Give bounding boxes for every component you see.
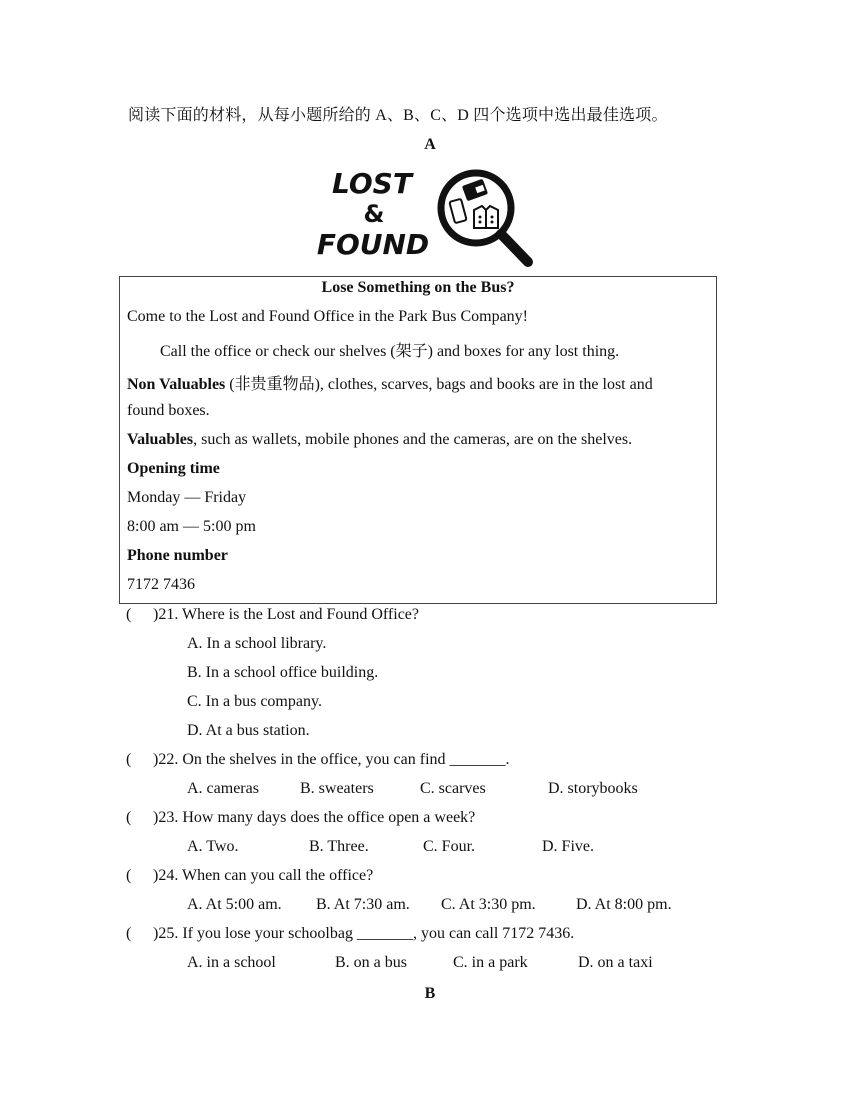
question-24-paren: ( bbox=[126, 867, 132, 884]
question-24: )24. When can you call the office? bbox=[153, 867, 374, 884]
notice-box bbox=[119, 276, 717, 604]
question-23-paren: ( bbox=[126, 809, 132, 826]
notice-line-1: Come to the Lost and Found Office in the Park Bus Company! bbox=[127, 308, 528, 325]
lost-and-found-logo bbox=[314, 162, 536, 270]
logo-word-found: FOUND bbox=[316, 228, 430, 261]
question-21-paren: ( bbox=[126, 606, 132, 623]
question-23-option-a[interactable]: A. Two. bbox=[187, 838, 239, 855]
opening-time-label: Opening time bbox=[127, 460, 220, 477]
nonvaluables-label: Non Valuables bbox=[127, 376, 226, 393]
logo-word-lost: LOST bbox=[332, 167, 412, 200]
lost-found-logo-graphic bbox=[314, 162, 536, 270]
question-22: )22. On the shelves in the office, you can find _______. bbox=[153, 751, 510, 768]
question-21-option-c[interactable]: C. In a bus company. bbox=[187, 693, 322, 710]
phone-icon bbox=[449, 199, 466, 223]
question-23-option-b[interactable]: B. Three. bbox=[309, 838, 369, 855]
instruction-text: 阅读下面的材料，从每小题所给的 A、B、C、D 四个选项中选出最佳选项。 bbox=[128, 107, 668, 124]
question-22-paren: ( bbox=[126, 751, 132, 768]
magnifier-icon bbox=[441, 173, 528, 262]
notice-nonvaluables bbox=[127, 371, 653, 394]
notice-valuables bbox=[127, 431, 632, 449]
question-25-option-a[interactable]: A. in a school bbox=[187, 954, 276, 971]
phone-number-label: Phone number bbox=[127, 547, 228, 564]
question-21-option-d[interactable]: D. At a bus station. bbox=[187, 722, 310, 739]
question-23-option-d[interactable]: D. Five. bbox=[542, 838, 594, 855]
question-21-option-a[interactable]: A. In a school library. bbox=[187, 635, 327, 652]
question-24-option-d[interactable]: D. At 8:00 pm. bbox=[576, 896, 672, 913]
nonvaluables-text: (非贵重物品), clothes, scarves, bags and books are in the lost and bbox=[225, 376, 653, 393]
notice-nonvaluables-cont: found boxes. bbox=[127, 402, 210, 419]
question-25: )25. If you lose your schoolbag _______, you can call 7172 7436. bbox=[153, 925, 575, 942]
question-25-option-b[interactable]: B. on a bus bbox=[335, 954, 407, 971]
section-b-label: B bbox=[424, 985, 436, 1002]
question-24-option-c[interactable]: C. At 3:30 pm. bbox=[441, 896, 536, 913]
question-22-option-a[interactable]: A. cameras bbox=[187, 780, 259, 797]
question-24-option-a[interactable]: A. At 5:00 am. bbox=[187, 896, 282, 913]
valuables-label: Valuables bbox=[127, 431, 194, 448]
question-22-option-b[interactable]: B. sweaters bbox=[300, 780, 374, 797]
wallet-icon bbox=[462, 179, 488, 202]
phone-number: 7172 7436 bbox=[127, 576, 195, 593]
logo-ampersand: & bbox=[363, 200, 385, 228]
opening-hours: 8:00 am — 5:00 pm bbox=[127, 518, 256, 535]
jacket-icon bbox=[474, 206, 498, 228]
notice-title: Lose Something on the Bus? bbox=[321, 279, 515, 296]
section-a-label: A bbox=[424, 136, 436, 153]
question-22-option-c[interactable]: C. scarves bbox=[420, 780, 486, 797]
question-24-option-b[interactable]: B. At 7:30 am. bbox=[316, 896, 410, 913]
question-21-option-b[interactable]: B. In a school office building. bbox=[187, 664, 379, 681]
question-25-option-c[interactable]: C. in a park bbox=[453, 954, 528, 971]
question-23: )23. How many days does the office open a week? bbox=[153, 809, 476, 826]
question-23-option-c[interactable]: C. Four. bbox=[423, 838, 476, 855]
question-21: )21. Where is the Lost and Found Office? bbox=[153, 606, 420, 623]
question-25-paren: ( bbox=[126, 925, 132, 942]
question-25-option-d[interactable]: D. on a taxi bbox=[578, 954, 653, 971]
valuables-text: , such as wallets, mobile phones and the cameras, are on the shelves. bbox=[193, 431, 633, 448]
notice-line-2: Call the office or check our shelves (架子) and boxes for any lost thing. bbox=[160, 343, 620, 360]
opening-days: Monday — Friday bbox=[127, 489, 247, 506]
question-22-option-d[interactable]: D. storybooks bbox=[548, 780, 638, 797]
